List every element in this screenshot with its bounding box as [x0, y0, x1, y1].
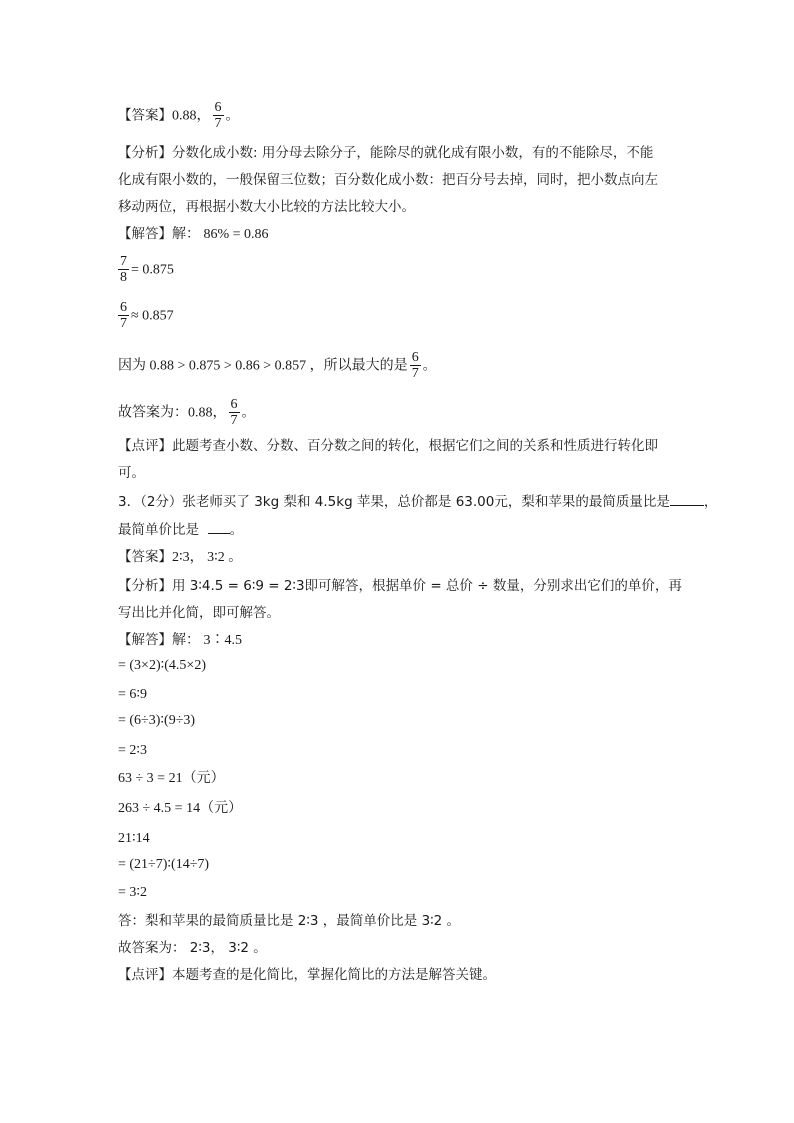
fraction-step-1 [118, 254, 174, 285]
fraction-numerator: 6 [411, 350, 419, 365]
solution-step: = 3∶2 [118, 885, 148, 900]
answer-line-q3 [118, 547, 242, 568]
question-punct: ， [703, 494, 718, 510]
because-period: 。 [422, 357, 437, 374]
analysis-tag: 【分析】 [118, 145, 172, 161]
solution-text: 解： 86% = 0.86 [172, 227, 269, 242]
solution-step: = 2∶3 [118, 743, 148, 758]
analysis-line-q3-2: 写出比并化简，即可解答。 [118, 605, 280, 621]
analysis-text: 分数化成小数: 用分母去除分子，能除尽的就化成有限小数，有的不能除尽，不能 [172, 145, 654, 161]
fraction-result: = 0.875 [131, 262, 174, 278]
comment-line-1 [118, 436, 658, 456]
comment-line-2: 可。 [118, 465, 145, 481]
comment-tag: 【点评】 [118, 438, 172, 454]
answer-period: 。 [225, 107, 239, 124]
fraction [118, 254, 129, 285]
answer-tag: 【答案】 [118, 549, 172, 565]
answer-line [118, 100, 239, 131]
final-answer-line [118, 397, 255, 428]
fraction-denominator: 7 [411, 366, 419, 381]
solution-step: = (6÷3)∶(9÷3) [118, 713, 196, 728]
comment-line-q3 [118, 965, 496, 985]
final-fraction [229, 397, 240, 428]
comment-text: 此题考查小数、分数、百分数之间的转化，根据它们之间的关系和性质进行转化即 [172, 438, 658, 454]
question-3-line-1 [118, 492, 717, 512]
because-fraction [410, 350, 421, 381]
analysis-tag: 【分析】 [118, 578, 172, 594]
answer-text: 0.88， [172, 108, 211, 124]
solution-text: 解： 3∶4.5 [172, 633, 242, 648]
because-line [118, 350, 436, 381]
analysis-text: 用 3∶4.5 = 6∶9 = 2∶3即可解答，根据单价 = 总价 ÷ 数量，分别求出它们的单价，再 [172, 578, 682, 594]
solution-step: 263 ÷ 4.5 = 14（元） [118, 801, 243, 816]
fraction-numerator: 7 [120, 254, 127, 269]
fraction-numerator: 6 [230, 397, 238, 412]
answer-fraction [213, 100, 224, 131]
solution-line-q3 [118, 630, 242, 651]
analysis-line-3: 移动两位，再根据小数大小比较的方法比较大小。 [118, 199, 415, 215]
solution-tag: 【解答】 [118, 226, 172, 242]
answer-blank [670, 492, 704, 506]
solution-tag: 【解答】 [118, 632, 172, 648]
question-punct: 。 [229, 522, 244, 538]
solution-step: 21∶14 [118, 831, 150, 846]
because-text: 因为 0.88 > 0.875 > 0.86 > 0.857 ，所以最大的是 [118, 358, 408, 374]
fraction-result: ≈ 0.857 [131, 308, 174, 324]
fraction-denominator: 7 [214, 116, 222, 131]
fraction-denominator: 7 [230, 413, 238, 428]
fraction-numerator: 6 [214, 100, 222, 115]
solution-step: = (21÷7)∶(14÷7) [118, 857, 210, 872]
conclusion-line: 答：梨和苹果的最简质量比是 2∶3 ，最简单价比是 3∶2 。 [118, 913, 461, 929]
analysis-line-q3-1 [118, 576, 682, 596]
analysis-line-1 [118, 143, 653, 163]
comment-tag: 【点评】 [118, 967, 172, 983]
question-text: 3．（2分）张老师买了 3kg 梨和 4.5kg 苹果，总价都是 63.00元，梨和苹果的最简质量比是 [118, 494, 670, 510]
fraction [118, 300, 129, 331]
question-3-line-2 [118, 520, 243, 540]
comment-text: 本题考查的是化简比，掌握化简比的方法是解答关键。 [172, 967, 496, 983]
answer-blank [208, 520, 230, 534]
solution-line [118, 224, 269, 245]
solution-step: = 6∶9 [118, 687, 148, 702]
fraction-numerator: 6 [120, 300, 127, 315]
solution-step: = (3×2)∶(4.5×2) [118, 658, 206, 673]
fraction-denominator: 7 [120, 316, 127, 331]
final-answer-line-q3: 故答案为： 2∶3， 3∶2 。 [118, 940, 267, 956]
answer-tag: 【答案】 [118, 107, 172, 124]
final-period: 。 [241, 404, 255, 421]
fraction-step-2 [118, 300, 174, 331]
answer-text: 2∶3， 3∶2 。 [172, 550, 243, 565]
analysis-line-2: 化成有限小数的，一般保留三位数；百分数化成小数：把百分号去掉，同时，把小数点向左 [118, 172, 658, 188]
fraction-denominator: 8 [120, 270, 127, 285]
solution-step: 63 ÷ 3 = 21（元） [118, 771, 225, 786]
final-answer-text: 故答案为：0.88， [118, 405, 227, 421]
question-text: 最简单价比是 [118, 522, 199, 538]
